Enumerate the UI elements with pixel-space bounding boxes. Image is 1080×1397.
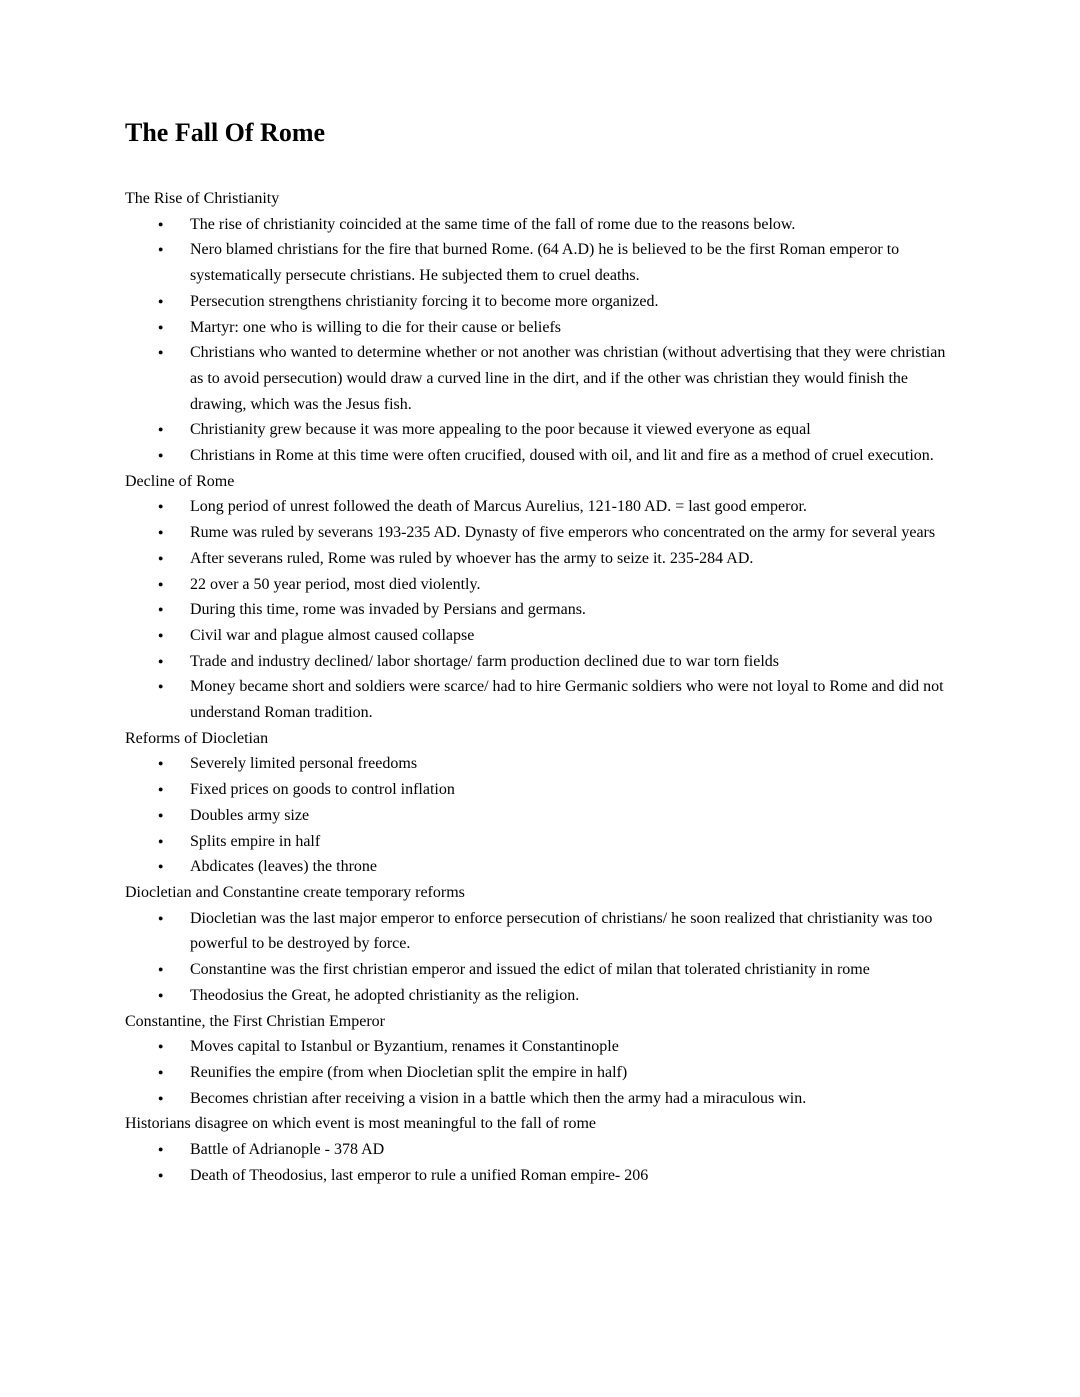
bullet-item: ● Trade and industry declined/ labor shortage/ farm production declined due to war torn fields bbox=[125, 649, 952, 675]
bullet-item: ● Theodosius the Great, he adopted christianity as the religion. bbox=[125, 983, 952, 1009]
bullet-item: ● Persecution strengthens christianity forcing it to become more organized. bbox=[125, 289, 952, 315]
bullet-item: ● Death of Theodosius, last emperor to rule a unified Roman empire- 206 bbox=[125, 1163, 952, 1189]
bullet-item: ● 22 over a 50 year period, most died violently. bbox=[125, 572, 952, 598]
bullet-item: ● Severely limited personal freedoms bbox=[125, 751, 952, 777]
bullet-item: ● Becomes christian after receiving a vision in a battle which then the army had a miraculous win. bbox=[125, 1086, 952, 1112]
section-heading: Constantine, the First Christian Emperor bbox=[125, 1012, 385, 1030]
section-heading: Historians disagree on which event is most meaningful to the fall of rome bbox=[125, 1115, 596, 1133]
bullet-item: ● Diocletian was the last major emperor to enforce persecution of christians/ he soon realized that christianity was too powerful to be destroyed by force. bbox=[125, 906, 952, 957]
section-heading: The Rise of Christianity bbox=[125, 190, 280, 207]
bullet-list bbox=[125, 1137, 952, 1188]
bullet-item: ● During this time, rome was invaded by Persians and germans. bbox=[125, 597, 952, 623]
bullet-item: ● Civil war and plague almost caused collapse bbox=[125, 623, 952, 649]
bullet-list bbox=[125, 212, 952, 469]
bullet-item: ● Battle of Adrianople - 378 AD bbox=[125, 1137, 952, 1163]
bullet-item: ● Rume was ruled by severans 193-235 AD. Dynasty of five emperors who concentrated on the army for several years bbox=[125, 520, 952, 546]
bullet-list bbox=[125, 494, 952, 725]
bullet-item: ● Nero blamed christians for the fire that burned Rome. (64 A.D) he is believed to be the first Roman emperor to systematically persecute christians. He subjected them to cruel deaths. bbox=[125, 237, 952, 288]
bullet-item: ● After severans ruled, Rome was ruled by whoever has the army to seize it. 235-284 AD. bbox=[125, 546, 952, 572]
bullet-list bbox=[125, 906, 952, 1009]
bullet-item: ● Long period of unrest followed the death of Marcus Aurelius, 121-180 AD. = last good emperor. bbox=[125, 494, 952, 520]
bullet-item: ● Abdicates (leaves) the throne bbox=[125, 854, 952, 880]
bullet-item: ● Splits empire in half bbox=[125, 829, 952, 855]
section-heading: Diocletian and Constantine create temporary reforms bbox=[125, 883, 465, 901]
bullet-item: ● Constantine was the first christian emperor and issued the edict of milan that tolerated christianity in rome bbox=[125, 957, 952, 983]
document-body bbox=[125, 186, 952, 1188]
bullet-item: ● Money became short and soldiers were scarce/ had to hire Germanic soldiers who were not loyal to Rome and did not understand Roman tradition. bbox=[125, 674, 952, 725]
bullet-item: ● Moves capital to Istanbul or Byzantium, renames it Constantinople bbox=[125, 1034, 952, 1060]
bullet-item: ● Christians in Rome at this time were often crucified, doused with oil, and lit and fire as a method of cruel execution. bbox=[125, 443, 952, 469]
bullet-item: ● Doubles army size bbox=[125, 803, 952, 829]
section-heading: Decline of Rome bbox=[125, 472, 235, 490]
bullet-item: ● Christianity grew because it was more appealing to the poor because it viewed everyone as equal bbox=[125, 417, 952, 443]
bullet-item: ● Christians who wanted to determine whether or not another was christian (without advertising that they were christian as to avoid persecution) would draw a curved line in the dirt, and if the other was christian they would finish the drawing, which was the Jesus fish. bbox=[125, 340, 952, 417]
bullet-item: ● The rise of christianity coincided at the same time of the fall of rome due to the reasons below. bbox=[125, 212, 952, 238]
bullet-item: ● Fixed prices on goods to control inflation bbox=[125, 777, 952, 803]
document-title: The Fall Of Rome bbox=[125, 118, 326, 147]
bullet-item: ● Martyr: one who is willing to die for their cause or beliefs bbox=[125, 315, 952, 341]
bullet-list bbox=[125, 751, 952, 880]
bullet-list bbox=[125, 1034, 952, 1111]
bullet-item: ● Reunifies the empire (from when Diocletian split the empire in half) bbox=[125, 1060, 952, 1086]
section-heading: Reforms of Diocletian bbox=[125, 729, 269, 747]
